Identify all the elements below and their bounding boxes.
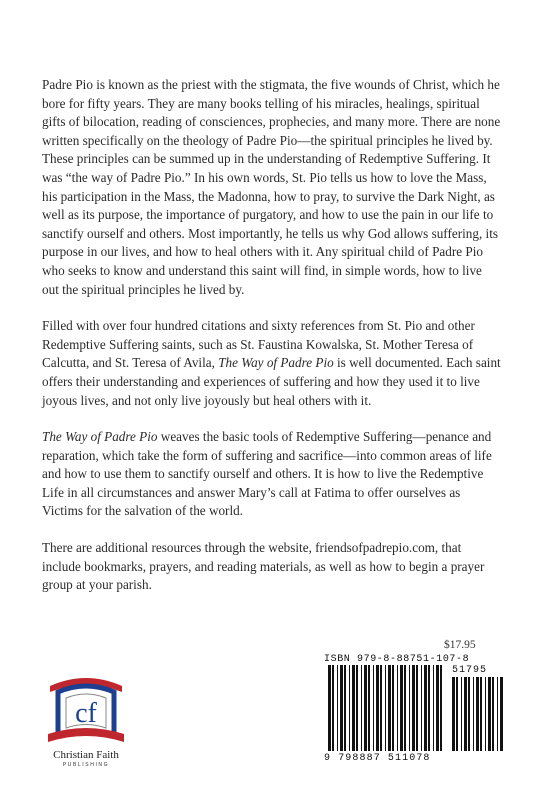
barcode-bar [433, 665, 434, 751]
barcode-digits: 9 798887 511078 [324, 753, 431, 764]
barcode-bar [361, 665, 362, 751]
book-shield-icon [36, 666, 136, 750]
barcode-bar [344, 665, 346, 751]
barcode-bar [337, 665, 338, 751]
barcode-bar [428, 665, 430, 751]
isbn-text: ISBN 979-8-88751-107-8 [324, 654, 470, 665]
barcode-bar [356, 665, 358, 751]
blurb-paragraph-2 [42, 317, 502, 410]
barcode-bar [404, 665, 406, 751]
blurb-paragraph-2-text-a: Filled with over four hundred citations and sixty references from St. Pio and other Redemptive Suffering saints, such as St. Faustina Kowalska, St. Mother Teresa of Calcutta, and St. Teresa of Avila, [42, 318, 475, 371]
price-label: $17.95 [444, 639, 476, 651]
blurb-paragraph-3 [42, 428, 502, 521]
barcode-bar [368, 665, 370, 751]
barcode-bar [412, 665, 415, 751]
barcode-bar [400, 665, 403, 751]
barcode-bar [380, 665, 382, 751]
blurb-paragraph-3-text: weaves the basic tools of Redemptive Suffering—penance and reparation, which take the form of suffering and sacrifice—into common areas of life and how to use them to sanctify ourself and others. It is how to live the Redemptive Life in all circumstances and answer Mary’s call at Fatima to offer ourselves as Victims for the salvation of the world. [42, 429, 492, 519]
barcode-bar [373, 665, 374, 751]
barcode-bar [461, 677, 462, 751]
barcode-bar [436, 665, 439, 751]
barcode-bar [385, 665, 386, 751]
barcode-bar [364, 665, 367, 751]
barcode-bar [440, 665, 442, 751]
barcode-bar [456, 677, 458, 751]
logo-letters: cf [75, 698, 97, 729]
barcode-bar [497, 677, 498, 751]
barcode-bar [349, 665, 350, 751]
book-title-italic: The Way of Padre Pio [218, 355, 334, 371]
barcode-bar [421, 665, 422, 751]
barcode-bar [500, 677, 503, 751]
barcode-bar [488, 677, 491, 751]
barcode-bar [492, 677, 494, 751]
blurb-paragraph-2-text-b: is well documented. Each saint offers their understanding and experiences of suffering and how they used it to live joyous lives, and not only live joyously but heal others with it. [42, 355, 501, 408]
barcode-bar [340, 665, 343, 751]
barcode-bar [452, 677, 455, 751]
blurb-paragraph-4: There are additional resources through the website, friendsofpadrepio.com, that include bookmarks, prayers, and reading materials, as well as how to begin a prayer group at your parish. [42, 540, 485, 593]
barcode-bar [480, 677, 482, 751]
barcode-bar [376, 665, 379, 751]
barcode-bar [468, 677, 470, 751]
barcode-bar [485, 677, 486, 751]
book-title-italic: The Way of Padre Pio [42, 429, 158, 445]
barcode-bar [409, 665, 410, 751]
barcode-bar [332, 665, 334, 751]
isbn-barcode [324, 637, 508, 771]
barcode-bar [388, 665, 391, 751]
back-cover-blurb [42, 76, 502, 613]
publisher-subtitle: PUBLISHING [62, 762, 110, 768]
barcode-bar [392, 665, 394, 751]
barcode-bar [416, 665, 418, 751]
barcode-bar [473, 677, 474, 751]
publisher-name: Christian Faith [53, 749, 119, 761]
barcode-bar [397, 665, 398, 751]
barcode-addon-digits: 51795 [452, 665, 488, 676]
barcode-bar [328, 665, 331, 751]
barcode-bar [424, 665, 427, 751]
barcode-bars-icon [324, 637, 508, 771]
barcode-bar [476, 677, 479, 751]
barcode-bar [464, 677, 467, 751]
blurb-paragraph-1: Padre Pio is known as the priest with the stigmata, the five wounds of Christ, which he bore for fifty years. They are many books telling of his miracles, healings, spiritual gifts of bilocation, reading of consciences, prophecies, and many more. There are none written specifically on the theology of Padre Pio—the spiritual principles he lived by. These principles can be summed up in the understanding of Redemptive Suffering. It was “the way of Padre Pio.” In his own words, St. Pio tells us how to love the Mass, his participation in the Mass, the Madonna, how to pray, to survive the Dark Night, as well as its purpose, the importance of purgatory, and how to use the pain in our life to sanctify ourself and others. Most importantly, he tells us why God allows suffering, its purpose in our lives, and how to heal others with it. Any spiritual child of Padre Pio who seeks to know and understand this saint will find, in simple words, how to live out the spiritual principles he lived by. [42, 77, 501, 297]
barcode-bar [352, 665, 355, 751]
